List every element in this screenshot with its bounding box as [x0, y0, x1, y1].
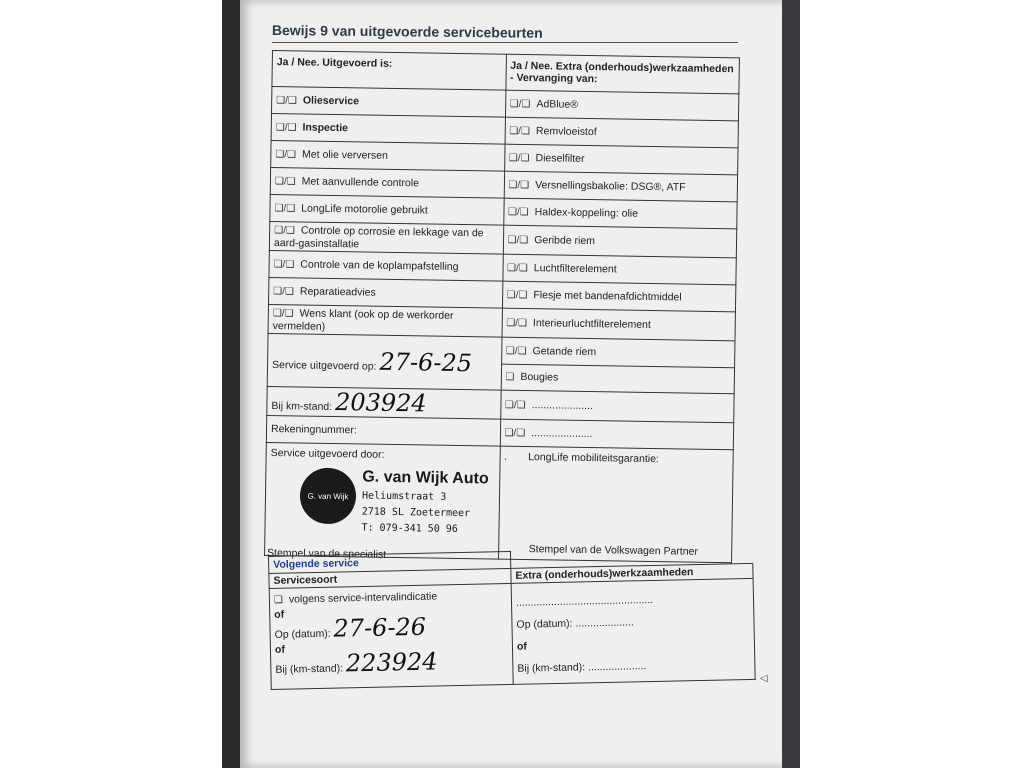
- left-item-label: Controle van de koplampafstelling: [300, 258, 459, 273]
- specialist-stamp-label: Stempel van de specialist: [267, 546, 387, 561]
- right-item-cell: [503, 225, 737, 258]
- checkbox-pair: ❏/❏: [507, 262, 528, 275]
- right-item-cell: [504, 171, 738, 202]
- interval-label: volgens service-intervalindicatie: [288, 590, 438, 606]
- arrow-icon: ◁: [760, 673, 768, 684]
- left-item-cell: [270, 167, 504, 198]
- checkbox-pair: ❏/❏: [272, 307, 294, 319]
- right-item-label: Geribde riem: [534, 234, 596, 248]
- left-column-header: Ja / Nee. Uitgevoerd is:: [272, 51, 506, 91]
- left-item-cell: [272, 87, 506, 118]
- title-rule: [272, 42, 738, 43]
- checkbox-pair: ❏/❏: [505, 345, 527, 358]
- left-item-label: Reparatieadvies: [299, 285, 376, 299]
- checkbox-pair: ❏/❏: [508, 152, 530, 165]
- right-item-label: Versnellingsbakolie: DSG®, ATF: [535, 179, 686, 194]
- checkbox-pair: ❏/❏: [276, 95, 298, 107]
- mobility-dot: .: [504, 450, 508, 463]
- next-service-title: Volgende service: [273, 557, 359, 571]
- right-km-row: [517, 653, 750, 680]
- stamp-logo: G. van Wijk: [300, 467, 357, 524]
- stamp-street: Heliumstraat 3: [361, 490, 447, 503]
- next-service-table: [268, 546, 756, 690]
- stamp-city: 2718 SL Zoetermeer: [361, 506, 471, 520]
- left-item-label: Inspectie: [302, 121, 349, 135]
- right-item-label: AdBlue®: [536, 98, 579, 111]
- service-date-label: Service uitgevoerd op:: [271, 359, 377, 373]
- left-item-cell: [269, 277, 503, 308]
- right-item-label: Flesje met bandenafdichtmiddel: [533, 289, 682, 304]
- left-item-label: LongLife motorolie gebruikt: [301, 202, 428, 217]
- left-item-label: Wens klant (ook op de werkorder vermelden): [272, 306, 454, 333]
- right-extra-row: [502, 338, 735, 369]
- right-extra-cell: [501, 337, 735, 394]
- right-column-header: Ja / Nee. Extra (onderhouds)werkzaamheden - Vervanging van:: [505, 54, 739, 94]
- vw-stamp-label: Stempel van de Volkswagen Partner: [528, 543, 699, 558]
- left-item-cell: [271, 140, 505, 171]
- next-km-handwritten: 223924: [345, 647, 438, 678]
- checkbox-pair: ❏/❏: [274, 176, 296, 188]
- checkbox-pair: ❏/❏: [507, 234, 529, 247]
- invoice-cell: [266, 415, 500, 446]
- next-date-label: Op (datum):: [274, 627, 331, 641]
- checkbox-pair: ❏/❏: [273, 259, 295, 271]
- left-item-cell: [270, 194, 504, 225]
- right-extra-label: Getande riem: [532, 345, 597, 359]
- service-date-handwritten: 27-6-25: [379, 347, 473, 378]
- right-km-dots: ....................: [587, 660, 647, 674]
- stamp-name: G. van Wijk Auto: [362, 468, 489, 488]
- invoice-label: Rekeningnummer:: [270, 423, 357, 437]
- or-label: of: [516, 640, 528, 653]
- next-date-handwritten: 27-6-26: [333, 612, 427, 643]
- checkbox-pair: ❏/❏: [506, 317, 528, 330]
- km-cell: [267, 386, 501, 419]
- right-item-cell: [502, 281, 736, 312]
- left-item-cell: [271, 114, 505, 145]
- left-item-label: Controle op corrosie en lekkage van de aard-gasinstallatie: [273, 223, 484, 250]
- right-item-label: Dieselfilter: [535, 152, 585, 165]
- next-service-left-cell: [269, 583, 513, 689]
- extra-work-label: Extra (onderhouds)werkzaamheden: [511, 563, 753, 583]
- right-item-cell: [502, 308, 736, 341]
- next-page-edge: [782, 0, 800, 768]
- left-item-label: Met aanvullende controle: [301, 175, 420, 190]
- next-service-right-cell: [511, 578, 755, 684]
- checkbox-pair: ❏/❏: [275, 149, 297, 161]
- or-label: of: [274, 643, 286, 656]
- blank-dots: .....................: [531, 399, 594, 413]
- left-item-cell: [268, 304, 502, 337]
- left-item-cell: [269, 221, 503, 254]
- right-date-dots: ....................: [575, 616, 634, 630]
- right-extra-label: Bougies: [520, 370, 559, 384]
- page-title: Bewijs 9 van uitgevoerde servicebeurten: [271, 22, 543, 41]
- checkbox-pair: ❏/❏: [508, 179, 530, 192]
- right-item-label: Haldex-koppeling: olie: [534, 206, 639, 220]
- or-label: of: [274, 608, 285, 621]
- vw-stamp-cell: [498, 446, 733, 563]
- checkbox-pair: ❏/❏: [275, 122, 297, 134]
- right-extra-row: [501, 365, 734, 394]
- left-item-cell: [269, 250, 503, 281]
- km-label: Bij km-stand:: [271, 400, 333, 413]
- right-item-label: Interieurluchtfilterelement: [532, 317, 651, 331]
- blank-item-cell: [500, 390, 734, 423]
- checkbox-pair: ❏/❏: [504, 427, 526, 440]
- service-date-cell: [267, 333, 501, 390]
- blank-dots: .....................: [531, 427, 593, 441]
- left-item-label: Met olie verversen: [301, 148, 388, 162]
- right-km-label: Bij (km-stand):: [517, 661, 586, 675]
- checkbox-pair: ❏/❏: [509, 125, 531, 138]
- performed-by-label: Service uitgevoerd door:: [270, 447, 385, 461]
- blank-item-cell: [500, 419, 734, 450]
- checkbox-pair: ❏/❏: [509, 98, 531, 111]
- checkbox-single: ❏: [273, 594, 284, 606]
- checkbox-single: ❏: [505, 371, 515, 383]
- km-handwritten: 203924: [334, 388, 427, 418]
- checkbox-pair: ❏/❏: [274, 224, 295, 236]
- right-item-cell: [502, 254, 736, 285]
- right-item-cell: [504, 144, 738, 175]
- checkbox-pair: ❏/❏: [273, 286, 295, 298]
- right-item-cell: [505, 90, 739, 121]
- right-item-cell: [503, 198, 737, 229]
- right-item-label: Luchtfilterelement: [533, 262, 617, 276]
- specialist-stamp-cell: [265, 442, 500, 559]
- right-item-label: Remvloeistof: [535, 125, 597, 139]
- stamp-phone: T: 079-341 50 96: [361, 522, 458, 535]
- checkbox-pair: ❏/❏: [506, 289, 528, 302]
- checkbox-pair: ❏/❏: [507, 206, 529, 219]
- extra-work-dots: ...............................................: [515, 593, 654, 609]
- service-type-label: Servicesoort: [269, 568, 511, 588]
- next-km-label: Bij (km-stand):: [275, 662, 344, 676]
- service-record-table: [264, 50, 740, 563]
- left-item-label: Olieservice: [302, 94, 360, 108]
- right-date-label: Op (datum):: [516, 617, 573, 631]
- checkbox-pair: ❏/❏: [274, 203, 296, 215]
- right-item-cell: [505, 117, 739, 148]
- checkbox-pair: ❏/❏: [504, 399, 526, 412]
- mobility-label: LongLife mobiliteitsgarantie:: [528, 451, 659, 466]
